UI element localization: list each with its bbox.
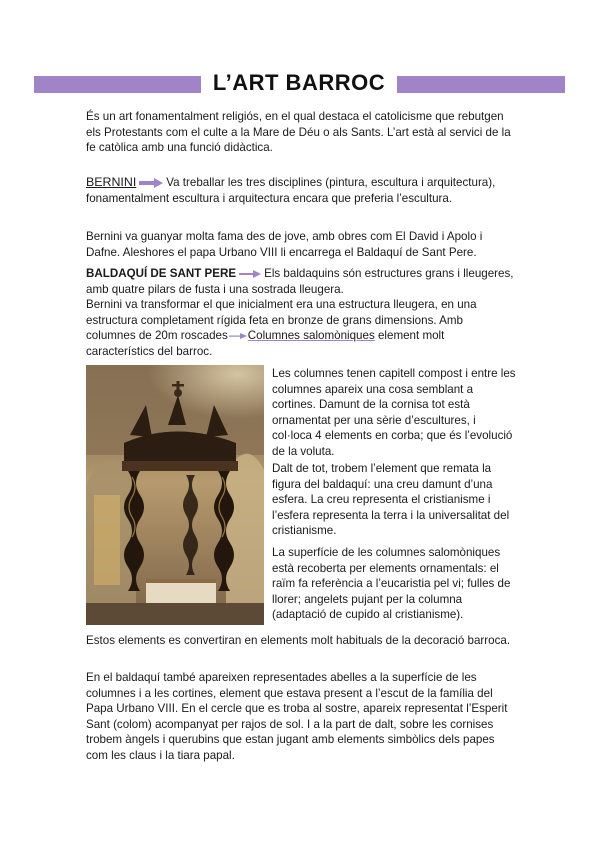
bernini-text: Va treballar les tres disciplines (pintura, escultura i arquitectura), fonamentalment escultura i arquitectura encara que preferia l’escultura. [86,176,496,205]
page-title: L’ART BARROC [212,70,386,95]
baldaqui-heading: BALDAQUÍ DE SANT PERE [86,267,237,280]
arrow-right-icon [139,178,163,188]
ornament-paragraph: La superfície de les columnes salomòniques està recoberta per elements ornamentals: el raïm fa referència a l’eucaristia pel vi; fulles de llorer; angelets pujant per la columna (adaptació de cupido al cristianisme). [272,546,511,622]
baldaqui-photo [86,365,264,625]
closing-paragraph-2: En el baldaquí també apareixen representades abelles a la superfície de les columnes i a les cortines, element que estava present a l’escut de la família del Papa Urbano VIII. En el cercle que es troba al sostre, apareix representat l’Esperit Sant (colom) acompanyat per rajos de sol. I a la part de dalt, sobre les cornises trobem àngels i querubins que estan jugant amb elements simbòlics dels papes com les claus i la tiara papal. [86,671,508,762]
closing-paragraph-1: Estos elements es convertiran en elements molt habituals de la decoració barroca. [86,634,511,647]
baldaqui-text2b: element molt característics del barroc. [86,329,445,358]
bernini-heading: BERNINI [86,175,137,189]
bernini-paragraph [86,175,514,206]
baldaqui-paragraph [86,266,514,360]
baldaqui-text2a: Bernini va transformar el que inicialment era una estructura lleugera, en una estructura completament rígida feta en bronze de grans dimensions. Amb columnes de 20m roscades [86,298,477,343]
arrow-right-icon [229,332,247,340]
title-band-left [34,76,201,93]
columns-paragraph: Les columnes tenen capitell compost i entre les columnes apareix una cosa semblant a cortines. Damunt de la cornisa tot està ornamentat per una sèrie d’escultures, i col·loca 4 elements en corba; que és l’evolució de la voluta. [272,367,516,458]
arrow-right-icon [239,270,261,278]
salomoniques-term: Columnes salomòniques [247,329,375,343]
title-band-right [397,76,565,93]
bernini-fame-paragraph: Bernini va guanyar molta fama des de jove, amb obres com El David i Apolo i Dafne. Aleshores el papa Urbano VIII li encarrega el Baldaquí de Sant Pere. [86,230,483,259]
cross-paragraph: Dalt de tot, trobem l’element que remata la figura del baldaquí: una creu damunt d’una esfera. La creu representa el cristianisme i l’esfera representa la terra i la universalitat del cristianisme. [272,462,510,538]
baldaqui-text1: Els baldaquins són estructures grans i lleugeres, amb quatre pilars de fusta i una sostrada lleugera. [86,267,514,296]
intro-paragraph: És un art fonamentalment religiós, en el qual destaca el catolicisme que rebutgen els Protestants com el culte a la Mare de Déu o als Sants. L’art està al servici de la fe catòlica amb una funció didàctica. [86,110,511,155]
